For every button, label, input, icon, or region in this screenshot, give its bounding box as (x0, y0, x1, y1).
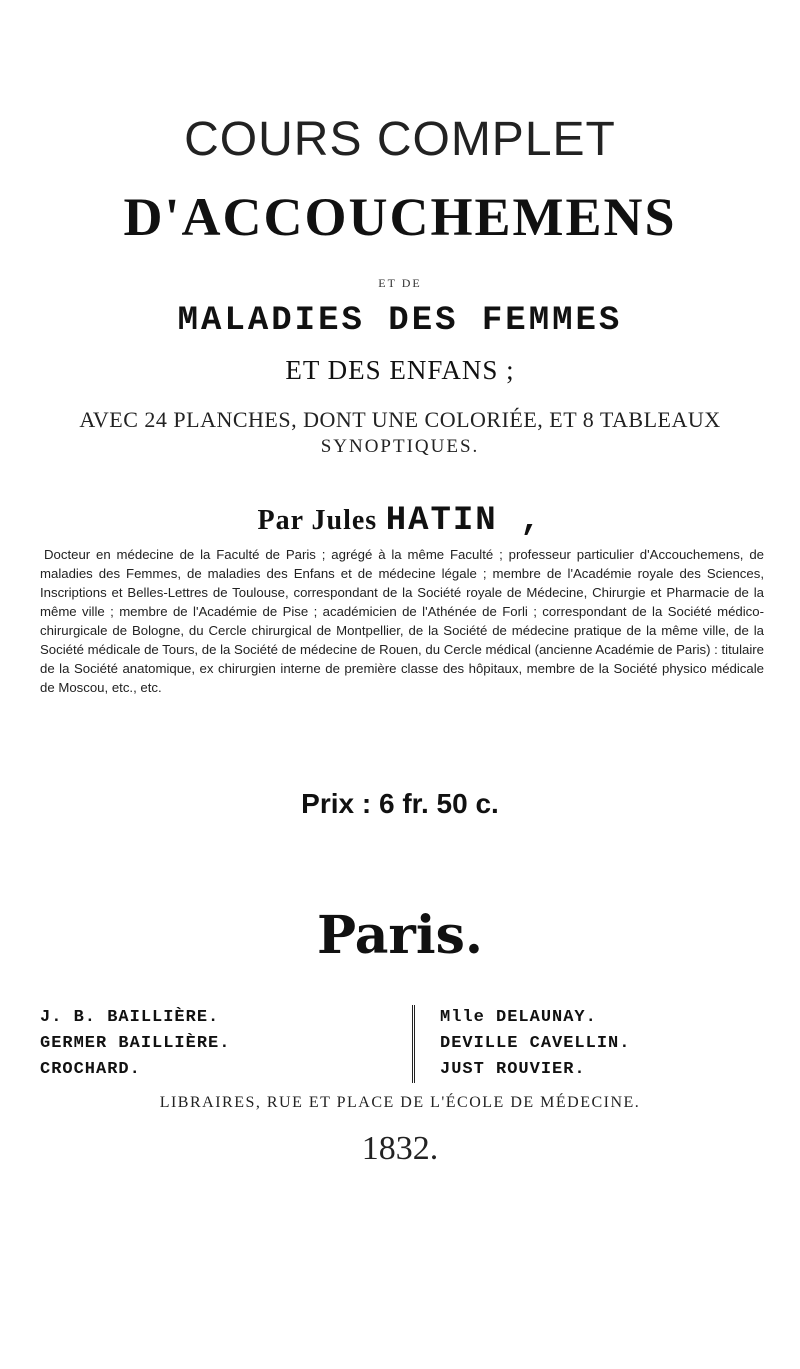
publishers-divider (412, 1005, 415, 1083)
title-line-synoptiques: SYNOPTIQUES. (320, 436, 480, 457)
publisher-name: J. B. BAILLIÈRE. (40, 1008, 220, 1027)
author-line (0, 500, 800, 540)
title-line-et-de: ET DE (378, 276, 422, 290)
publisher-name: Mlle DELAUNAY. (440, 1008, 597, 1027)
libraires-address: LIBRAIRES, RUE ET PLACE DE L'ÉCOLE DE MÉDECINE. (159, 1094, 641, 1111)
publisher-name: DEVILLE CAVELLIN. (440, 1034, 631, 1053)
title-line-maladies: MALADIES DES FEMMES (177, 302, 623, 340)
publisher-name: GERMER BAILLIÈRE. (40, 1034, 231, 1053)
title-line-cours-complet: COURS COMPLET (184, 113, 616, 166)
title-line-accouchemens: D'ACCOUCHEMENS (123, 187, 677, 247)
publisher-name: JUST ROUVIER. (440, 1060, 586, 1079)
publisher-name: CROCHARD. (40, 1060, 141, 1079)
title-line-enfans: ET DES ENFANS ; (285, 355, 515, 385)
publishers-block (40, 1005, 760, 1083)
price: Prix : 6 fr. 50 c. (301, 788, 499, 819)
title-line-planches: AVEC 24 PLANCHES, DONT UNE COLORIÉE, ET 8 TABLEAUX (79, 407, 721, 432)
author-name: HATIN , (385, 502, 543, 540)
publishers-right (440, 1005, 630, 1083)
author-prefix: Par Jules (257, 505, 378, 536)
imprint-city: Paris. (317, 905, 483, 966)
author-credentials: Docteur en médecine de la Faculté de Paris ; agrégé à la même Faculté ; professeur particulier d'Accouchemens, de maladies des Femmes, de maladies des Enfans et de médecine légale ; membre de l'Académie royale des Sciences, Inscriptions et Belles-Lettres de Toulouse, correspondant de la Société royale de Médecine, Chirurgie et Pharmacie de la même ville ; membre de l'Académie de Pise ; académicien de l'Athénée de Forli ; correspondant de la Société médico-chirurgicale de Bologne, du Cercle chirurgical de Montpellier, de la Société de médecine pratique de la même ville, de la Société médicale de Tours, de la Société de médecine de Rouen, du Cercle médical (ancienne Académie de Paris) : titulaire de la Société anatomique, ex chirurgien interne de première classe des hôpitaux, membre de la Société physico médicale de Moscou, etc., etc. (40, 547, 765, 695)
publication-year: 1832. (361, 1130, 439, 1167)
publishers-left (40, 1005, 230, 1083)
